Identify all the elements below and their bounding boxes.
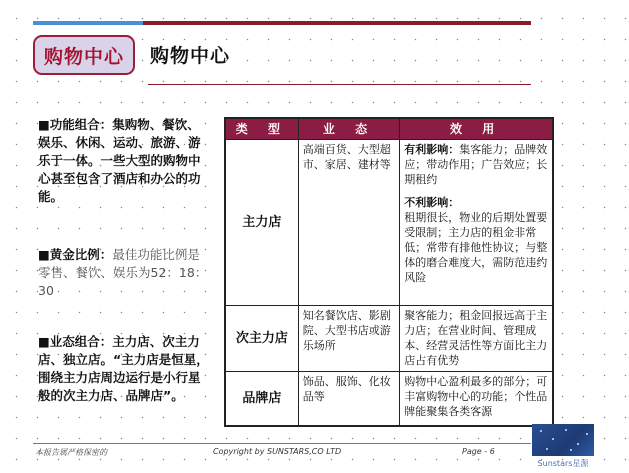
page-number: Page - 6 (462, 447, 495, 456)
row-effect (400, 140, 553, 306)
negative-impact-text: 租期很长，物业的后期处置要受限制；主力店的租金非常低；常带有排他性协议；与整体的磨合难度大，需防范违约风险 (404, 211, 548, 284)
golden-ratio-paragraph (38, 246, 210, 300)
format-mix-paragraph: ■业态组合：主力店、次主力店、独立店。“主力店是恒星，围绕主力店周边运行是小行星般的次主力店、品牌店”。 (38, 334, 209, 403)
header-effect: 效 用 (400, 118, 553, 140)
confidential-note: 本报告属严格保密的 (35, 448, 107, 457)
section-badge-label: 购物中心 (43, 45, 124, 68)
page-title: 购物中心 (150, 45, 231, 67)
row-type: 次主力店 (225, 306, 298, 372)
table-row (225, 140, 553, 306)
business-format-table (224, 117, 554, 427)
row-type: 主力店 (225, 140, 298, 306)
row-format: 高端百货、大型超市、家居、建材等 (298, 140, 399, 306)
title-underline (148, 84, 531, 85)
table-header-row (225, 118, 553, 140)
positive-impact-text: 集客能力；品牌效应；带动作用；广告效应；长期租约 (404, 143, 548, 186)
row-format: 饰品、服饰、化妆品等 (298, 372, 399, 426)
top-bar-blue (33, 21, 143, 25)
footer-divider (33, 443, 531, 444)
header-format: 业 态 (298, 118, 399, 140)
table-row (225, 306, 553, 372)
logo-caption: Sunstars星源 (537, 459, 589, 468)
row-type: 品牌店 (225, 372, 298, 426)
copyright-text: Copyright by SUNSTARS,CO LTD (213, 447, 342, 456)
section-badge (33, 35, 135, 75)
golden-ratio-lead: ■黄金比例： (38, 247, 113, 262)
header-type: 类 型 (225, 118, 298, 140)
negative-impact-title: 不利影响： (404, 196, 460, 209)
positive-impact-title: 有利影响： (404, 143, 460, 156)
table-row (225, 372, 553, 426)
top-bar-red (143, 21, 531, 25)
row-effect: 聚客能力；租金回报远高于主力店；在营业时间、管理成本、经营灵活性等方面比主力店占有优势 (400, 306, 553, 372)
function-mix-paragraph: ■功能组合：集购物、餐饮、娱乐、休闲、运动、旅游、游乐于一体。一些大型的购物中心甚至包含了酒店和办公的功能。 (38, 117, 201, 204)
sunstars-logo-icon (532, 424, 594, 456)
row-format: 知名餐饮店、影剧院、大型书店或游乐场所 (298, 306, 399, 372)
row-effect: 购物中心盈利最多的部分；可丰富购物中心的功能；个性品牌能聚集各类客源 (400, 372, 553, 426)
golden-ratio-text: 最佳功能比例是零售、餐饮、娱乐为52：18：30 (38, 247, 208, 298)
